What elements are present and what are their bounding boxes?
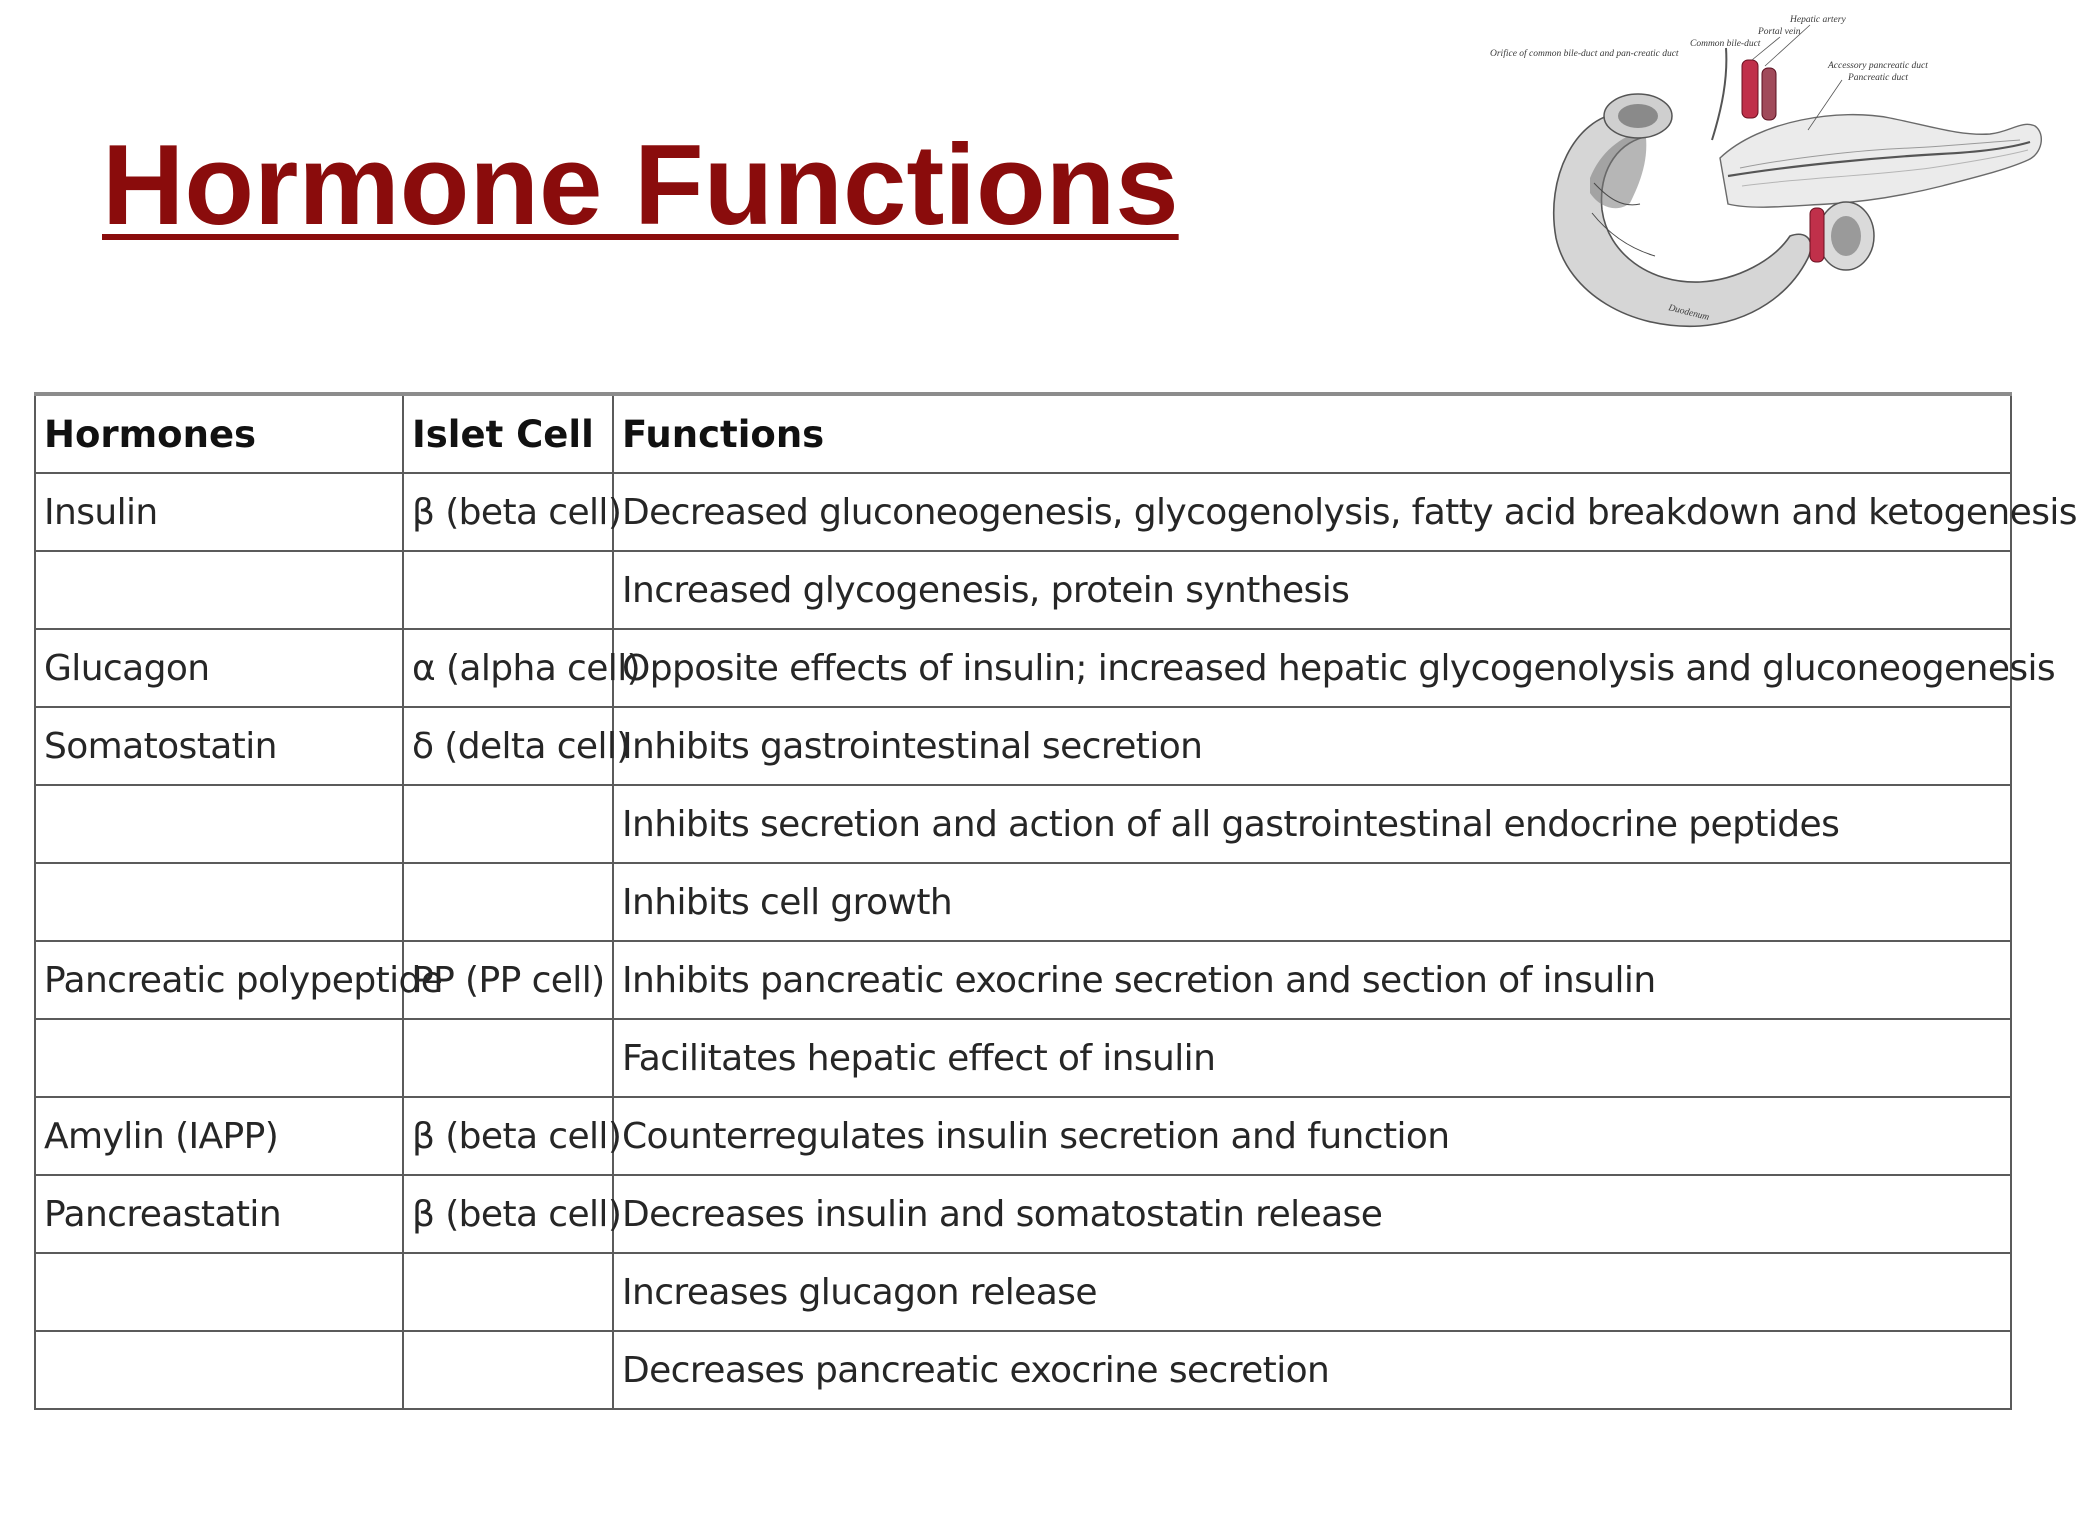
hormone-cell: Glucagon: [35, 629, 403, 707]
label-accessory-duct: Accessory pancreatic duct: [1828, 61, 1928, 71]
function-cell: Inhibits secretion and action of all gastrointestinal endocrine peptides: [613, 785, 2011, 863]
function-cell: Facilitates hepatic effect of insulin: [613, 1019, 2011, 1097]
hormone-table: [34, 392, 2077, 1410]
islet-cell: β (beta cell): [403, 1097, 613, 1175]
islet-cell: [403, 863, 613, 941]
islet-cell: [403, 785, 613, 863]
function-cell: Decreases insulin and somatostatin release: [613, 1175, 2011, 1253]
table-header-row: [35, 394, 2011, 473]
function-cell: Counterregulates insulin secretion and function: [613, 1097, 2011, 1175]
label-hepatic-artery: Hepatic artery: [1790, 15, 1846, 25]
label-common-bile-duct: Common bile-duct: [1690, 39, 1761, 49]
table-row: [35, 1331, 2011, 1409]
table-row: [35, 551, 2011, 629]
islet-cell: β (beta cell): [403, 473, 613, 551]
function-cell: Decreased gluconeogenesis, glycogenolysis, fatty acid breakdown and ketogenesis: [613, 473, 2011, 551]
hormone-cell: [35, 785, 403, 863]
function-cell: Opposite effects of insulin; increased hepatic glycogenolysis and gluconeogenesis: [613, 629, 2011, 707]
islet-cell: β (beta cell): [403, 1175, 613, 1253]
hormone-cell: Insulin: [35, 473, 403, 551]
hormone-cell: [35, 551, 403, 629]
hormone-cell: Pancreastatin: [35, 1175, 403, 1253]
hormone-cell: [35, 1253, 403, 1331]
table-row: [35, 941, 2011, 1019]
islet-cell: PP (PP cell): [403, 941, 613, 1019]
hormone-cell: Pancreatic polypeptide: [35, 941, 403, 1019]
islet-cell: [403, 1331, 613, 1409]
label-orifice: Orifice of common bile-duct and pan-creatic duct: [1490, 49, 1679, 59]
page-title: Hormone Functions: [102, 122, 1179, 249]
table-row: [35, 1097, 2011, 1175]
function-cell: Decreases pancreatic exocrine secretion: [613, 1331, 2011, 1409]
label-pancreatic-duct: Pancreatic duct: [1848, 73, 1909, 83]
pancreas-drawing: [1554, 48, 2042, 326]
hormone-cell: [35, 863, 403, 941]
pancreas-anatomy-icon: [1490, 8, 2038, 336]
header-hormones: Hormones: [35, 394, 403, 473]
table-row: [35, 707, 2011, 785]
hormone-cell: [35, 1019, 403, 1097]
function-cell: Increases glucagon release: [613, 1253, 2011, 1331]
table-row: [35, 629, 2011, 707]
header-islet-cell: Islet Cell: [403, 394, 613, 473]
label-portal-vein: Portal vein: [1758, 27, 1801, 37]
islet-cell: [403, 1253, 613, 1331]
hormone-cell: Amylin (IAPP): [35, 1097, 403, 1175]
islet-cell: [403, 1019, 613, 1097]
function-cell: Inhibits cell growth: [613, 863, 2011, 941]
function-cell: Inhibits gastrointestinal secretion: [613, 707, 2011, 785]
table-row: [35, 1019, 2011, 1097]
header-functions: Functions: [613, 394, 2011, 473]
table-row: [35, 1175, 2011, 1253]
table-row: [35, 1253, 2011, 1331]
function-cell: Increased glycogenesis, protein synthesis: [613, 551, 2011, 629]
islet-cell: δ (delta cell): [403, 707, 613, 785]
islet-cell: α (alpha cell): [403, 629, 613, 707]
label-duodenum: Duodenum: [1667, 303, 1711, 323]
hormone-cell: [35, 1331, 403, 1409]
table-row: [35, 785, 2011, 863]
islet-cell: [403, 551, 613, 629]
table-row: [35, 863, 2011, 941]
hormone-cell: Somatostatin: [35, 707, 403, 785]
function-cell: Inhibits pancreatic exocrine secretion and section of insulin: [613, 941, 2011, 1019]
table-row: [35, 473, 2011, 551]
